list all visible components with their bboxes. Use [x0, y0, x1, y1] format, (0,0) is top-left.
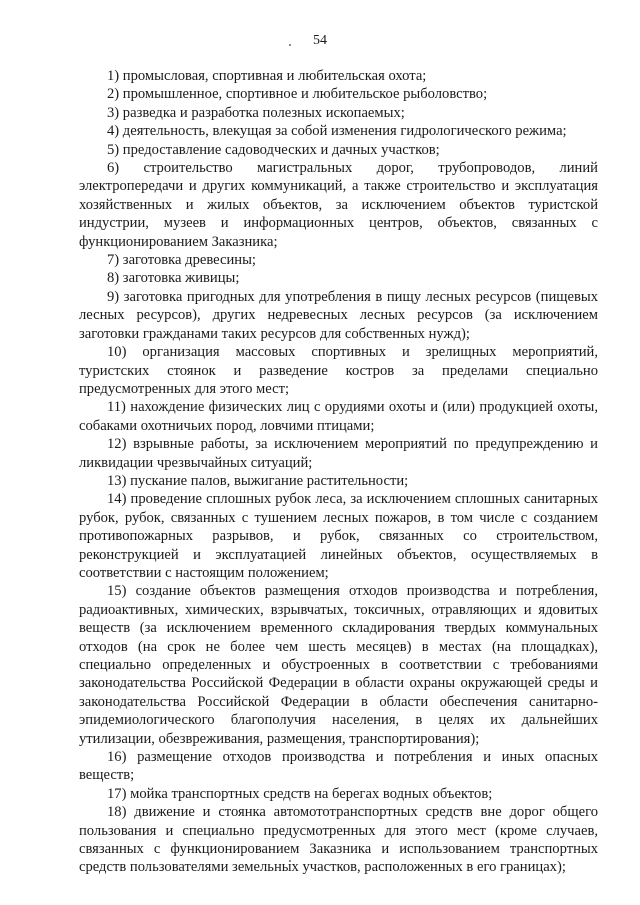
list-item: 5) предоставление садоводческих и дачных участков; [107, 141, 440, 158]
list-item: 6) строительство магистральных дорог, трубопроводов, линий электропередачи и других коммуникаций, а также строительство и эксплуатация хозяйственных и жилых объектов, за исключением объектов туристской индустрии, музеев и информационных центров, объектов, связанных с функционированием Заказника; [79, 160, 598, 250]
list-item: 11) нахождение физических лиц с орудиями охоты и (или) продукцией охоты, собаками охотничьих пород, ловчими птицами; [79, 399, 598, 434]
document-body [79, 67, 598, 877]
list-item: 4) деятельность, влекущая за собой изменения гидрологического режима; [107, 123, 567, 140]
list-item: 16) размещение отходов производства и потребления и иных опасных веществ; [79, 749, 598, 784]
list-item: 10) организация массовых спортивных и зрелищных мероприятий, туристских стоянок и разведение костров за пределами специально предусмотренных для этого мест; [79, 344, 598, 397]
list-item: 2) промышленное, спортивное и любительское рыболовство; [107, 86, 488, 103]
list-item: 15) создание объектов размещения отходов производства и потребления, радиоактивных, химических, взрывчатых, токсичных, отравляющих и ядовитых веществ (за исключением временного складирования твердых коммунальных отходов (на срок не более чем шесть месяцев) в местах (на площадках), специально определенных и обустроенных в соответствии с требованиями законодательства Российской Федерации в области охраны окружающей среды и законодательства Российской Федерации в области обеспечения санитарно-эпидемиологического благополучия населения, в целях их дальнейших утилизации, обезвреживания, размещения, транспортирования); [79, 583, 598, 747]
scan-speck [289, 44, 291, 46]
list-item: 1) промысловая, спортивная и любительская охота; [107, 68, 427, 84]
list-item: 8) заготовка живицы; [107, 270, 240, 287]
list-item: 18) движение и стоянка автомототранспортных средств вне дорог общего пользования и специально предусмотренных для этого мест (кроме случаев, связанных с функционированием Заказника и использованием транспортных средств пользователями земельных участков, расположенных в его границах); [79, 804, 598, 876]
list-item: 14) проведение сплошных рубок леса, за исключением сплошных санитарных рубок, рубок, связанных с тушением лесных пожаров, в том числе с созданием противопожарных разрывов, и рубок, связанных со строительством, реконструкцией и эксплуатацией линейных объектов, осуществляемых в соответствии с настоящим положением; [79, 491, 598, 581]
list-item: 9) заготовка пригодных для употребления в пищу лесных ресурсов (пищевых лесных ресурсов), других недревесных лесных ресурсов (за исключением заготовки гражданами таких ресурсов для собственных нужд); [79, 288, 598, 342]
list-item: 12) взрывные работы, за исключением мероприятий по предупреждению и ликвидации чрезвычайных ситуаций; [79, 436, 598, 471]
list-item: 13) пускание палов, выжигание растительности; [107, 472, 409, 489]
list-item: 3) разведка и разработка полезных ископаемых; [107, 104, 405, 121]
list-item: 17) мойка транспортных средств на берегах водных объектов; [107, 785, 493, 802]
list-item: 7) заготовка древесины; [107, 252, 256, 269]
page-number: 54 [313, 33, 327, 48]
